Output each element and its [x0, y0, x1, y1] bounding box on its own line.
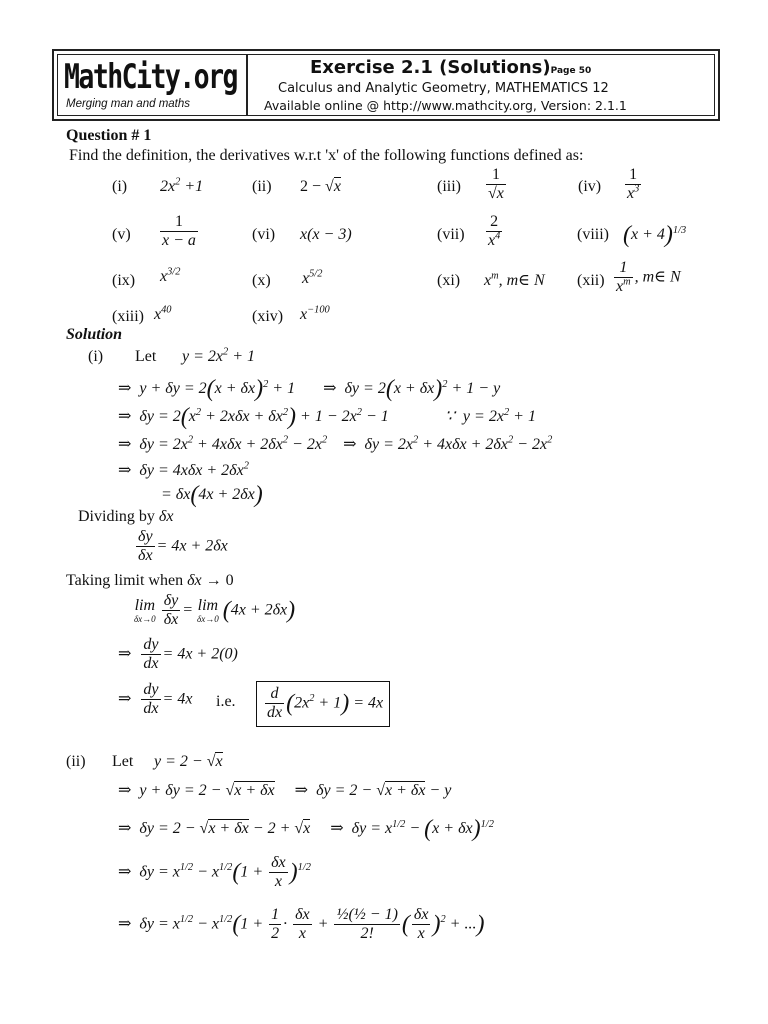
eq-ii-2: ⇒ y + δy = 2 − √x + δx ⇒ δy = 2 − √x + δx − y [118, 782, 452, 799]
func-ix: $x^{3/2}$ [160, 266, 181, 285]
eq-i-6: = δx(4x + 2δx) [161, 482, 263, 508]
eq-i-4: ⇒ $\delta y = 2x^2 + 4x\delta x + 2\delta x^2 - 2x^2$ ⇒ $\delta y = 2x^2 + 4x\delta x + 2\delta x^2 - 2x^2$ [118, 434, 553, 453]
eq-ii-3: ⇒ δy = 2 − √x + δx − 2 + √x ⇒ $\delta y = x^{1/2} - (x + \delta x)^{1/2}$ [118, 816, 494, 842]
func-xiv: $x^{-100}$ [300, 304, 330, 323]
header-box [52, 49, 720, 121]
label-i: (i) [112, 178, 128, 195]
part-i-label: (i) [88, 348, 104, 365]
book-name: Calculus and Analytic Geometry, [278, 81, 495, 96]
question-heading: Question # 1 [66, 127, 152, 144]
label-xiii: (xiii) [112, 308, 144, 325]
question-prompt: Find the definition, the derivatives w.r.t 'x' of the following functions defined as: [69, 147, 584, 164]
func-iii: $\frac{1}{√x}$ [488, 166, 504, 203]
title-text: Exercise 2.1 (Solutions) [310, 57, 551, 78]
ie-label: i.e. [216, 693, 236, 710]
func-x: $x^{5/2}$ [302, 268, 323, 287]
part-ii-label: (ii) [66, 753, 86, 770]
online-link[interactable]: Available online @ http://www.mathcity.org, Version: 2.1.1 [264, 98, 627, 113]
eq-i-9: ⇒ $\frac{dy}{dx}$ = 4x + 2(0) [118, 636, 238, 673]
header-divider [246, 54, 248, 116]
let-i: Let [135, 348, 157, 365]
func-iv: $\frac{1}{x^3}$ [627, 166, 640, 203]
func-xiii: $x^{40}$ [154, 304, 172, 323]
label-iv: (iv) [578, 178, 602, 195]
eq-i-10: ⇒ $\frac{dy}{dx}$ = 4x [118, 681, 193, 718]
dividing-label: Dividing by [78, 508, 155, 525]
eq-ii-4: ⇒ $\delta y = x^{1/2} - x^{1/2}(1$ + $\frac{\delta x}{x}$ )$^{1/2}$ [118, 854, 311, 891]
func-i: $2x^2 +1$ [160, 176, 204, 195]
taking-limit-label: Taking limit when [66, 572, 184, 589]
func-v: $\frac{1}{x - a}$ [162, 213, 196, 250]
eq-i-7: $\frac{\delta y}{\delta x}$ = 4x + 2δx [138, 528, 228, 565]
label-ii: (ii) [252, 178, 272, 195]
label-viii: (viii) [577, 226, 609, 243]
tagline: Merging man and maths [66, 98, 191, 110]
eq-i-5: ⇒ $\delta y = 4x\delta x + 2\delta x^2$ [118, 460, 249, 479]
dividing-text: Dividing by δx [78, 508, 174, 525]
eq-i-2: ⇒ $y + \delta y = 2(x + \delta x)^2 + 1$ ⇒ $\delta y = 2(x + \delta x)^2 + 1 - y$ [118, 376, 501, 402]
label-vii: (vii) [437, 226, 465, 243]
label-x: (x) [252, 272, 271, 289]
eq-i-3: ⇒ $\delta y = 2(x^2 + 2x\delta x + \delta x^2) + 1 - 2x^2 - 1$ ∵ $y = 2x^2 + 1$ [118, 404, 536, 430]
exercise-title [310, 57, 591, 78]
func-xii: $\frac{1}{x^m}$ , m∈ N [616, 259, 681, 296]
label-ix: (ix) [112, 272, 136, 289]
book-title [278, 81, 609, 96]
label-xiv: (xiv) [252, 308, 284, 325]
label-vi: (vi) [252, 226, 276, 243]
page-number: Page 50 [550, 66, 592, 76]
label-v: (v) [112, 226, 131, 243]
label-xii: (xii) [577, 272, 605, 289]
eq-ii-5: ⇒ $\delta y = x^{1/2} - x^{1/2}(1$ + $\frac{1}{2}$ · $\frac{\delta x}{x}$ + $\frac{\text{½(½ − 1)}}{2!}$ ( $\frac{\delta x}{x}$ )$^2$ + ...) [118, 906, 485, 943]
func-xi: $x^m$, m∈ N [484, 270, 545, 289]
solution-heading: Solution [66, 326, 123, 343]
func-vii: $\frac{2}{x^4}$ [488, 213, 501, 250]
boxed-result: $\frac{d}{dx}$ $(2x^2 + 1) = 4x$ [256, 681, 390, 727]
eq-i-8: lim δx→0 $\frac{\delta y}{\delta x}$ = lim δx→0 (4x + 2δx) [134, 592, 296, 629]
func-vi: x(x − 3) [300, 226, 352, 243]
label-xi: (xi) [437, 272, 461, 289]
course-name: MATHEMATICS 12 [494, 81, 609, 96]
label-iii: (iii) [437, 178, 461, 195]
eq-i-1: $y = 2x^2 + 1$ [182, 346, 255, 365]
func-ii: 2 − √x [300, 178, 341, 195]
func-viii: $(x + 4)^{1/3}$ [623, 222, 687, 248]
taking-limit-text: Taking limit when δx → 0 [66, 572, 234, 589]
let-ii: Let [112, 753, 134, 770]
eq-ii-1: y = 2 − √x [154, 753, 223, 770]
site-logo: MathCity.org [64, 57, 237, 97]
